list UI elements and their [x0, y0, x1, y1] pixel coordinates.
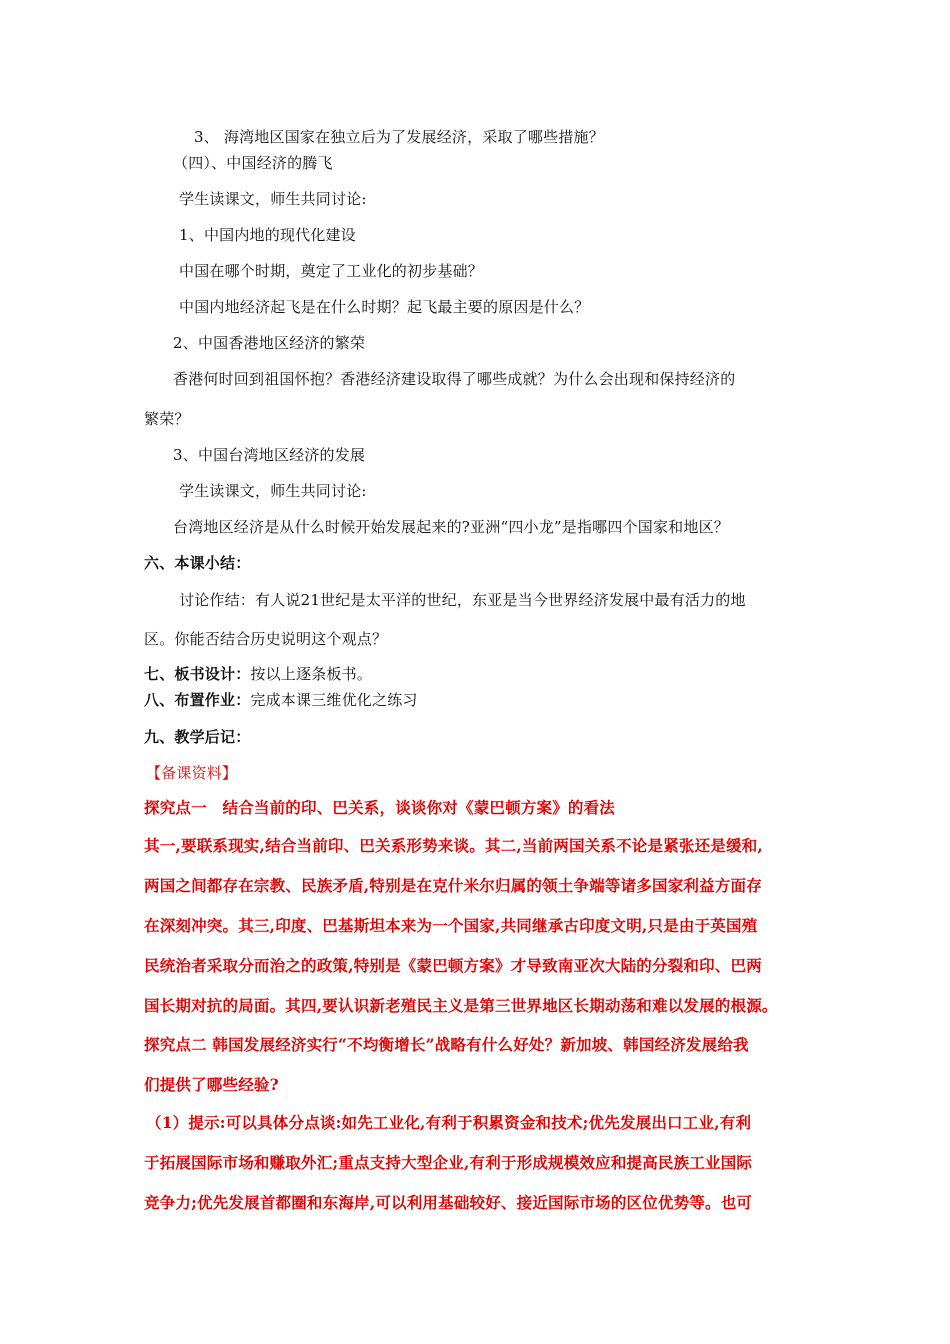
summary-line1: 讨论作结：有人说21世纪是太平洋的世纪，东亚是当今世界经济发展中最有活力的地: [179, 591, 746, 609]
homework-label: 八、布置作业：: [144, 691, 251, 709]
board-design-label: 七、板书设计：: [144, 665, 251, 683]
inquiry-one-answer-line3: 在深刻冲突。其三,印度、巴基斯坦本来为一个国家,共同继承古印度文明,只是由于英国殖: [144, 916, 758, 935]
section-heading-china-economy: （四）、中国经济的腾飞: [173, 154, 333, 172]
subheading-mainland: 1、中国内地的现代化建设: [179, 226, 356, 244]
board-design-value: 按以上逐条板书。: [250, 665, 373, 683]
subheading-taiwan: 3、中国台湾地区经济的发展: [173, 446, 366, 464]
summary-line2: 区。你能否结合历史说明这个观点？: [144, 630, 388, 648]
homework-row: [144, 690, 418, 710]
inquiry-one-heading: 探究点一 结合当前的印、巴关系，谈谈你对《蒙巴顿方案》的看法: [144, 798, 616, 817]
inquiry-two-heading-line1: 探究点二 韩国发展经济实行“不均衡增长”战略有什么好处？新加坡、韩国经济发展给我: [144, 1035, 749, 1054]
inquiry-one-answer-line2: 两国之间都存在宗教、民族矛盾,特别是在克什米尔归属的领土争端等诸多国家利益方面存: [144, 876, 762, 895]
inquiry-two-heading-line2: 们提供了哪些经验?: [144, 1075, 279, 1094]
question-hongkong-line1: 香港何时回到祖国怀抱？香港经济建设取得了哪些成就？为什么会出现和保持经济的: [173, 370, 736, 388]
question-hongkong-line2: 繁荣？: [144, 410, 190, 428]
inquiry-two-answer-line3: 竞争力;优先发展首都圈和东海岸,可以利用基础较好、接近国际市场的区位优势等。也可: [144, 1193, 753, 1212]
inquiry-one-answer-line4: 民统治者采取分而治之的政策,特别是《蒙巴顿方案》才导致南亚次大陆的分裂和印、巴两: [144, 956, 762, 975]
prep-materials-heading: 【备课资料】: [146, 764, 238, 782]
inquiry-one-answer-line1: 其一,要联系现实,结合当前印、巴关系形势来谈。其二,当前两国关系不论是紧张还是缓和,: [144, 836, 763, 855]
question-economic-takeoff: 中国内地经济起飞是在什么时期？起飞最主要的原因是什么？: [179, 298, 590, 316]
question-taiwan-dragons: 台湾地区经济是从什么时候开始发展起来的?亚洲“四小龙”是指哪四个国家和地区？: [173, 518, 729, 536]
inquiry-two-answer-line2: 于拓展国际市场和赚取外汇;重点支持大型企业,有利于形成规模效应和提高民族工业国际: [144, 1153, 753, 1172]
board-design-row: [144, 664, 372, 684]
instruction-read-text: 学生读课文，师生共同讨论:: [179, 190, 367, 208]
homework-value: 完成本课三维优化之练习: [250, 691, 418, 709]
subheading-hongkong: 2、中国香港地区经济的繁荣: [173, 334, 366, 352]
inquiry-two-answer-line1: （1）提示:可以具体分点谈:如先工业化,有利于积累资金和技术;优先发展出口工业,有利: [146, 1113, 752, 1132]
instruction-read-text-2: 学生读课文，师生共同讨论:: [179, 482, 367, 500]
inquiry-one-answer-line5: 国长期对抗的局面。其四,要认识新老殖民主义是第三世界地区长期动荡和难以发展的根源。: [144, 996, 778, 1015]
question-gulf-measures: 3、 海湾地区国家在独立后为了发展经济，采取了哪些措施？: [194, 128, 604, 146]
question-industrial-foundation: 中国在哪个时期，奠定了工业化的初步基础？: [179, 262, 484, 280]
teaching-notes-heading: 九、教学后记：: [144, 728, 251, 746]
section-summary-heading: 六、本课小结：: [144, 554, 251, 572]
